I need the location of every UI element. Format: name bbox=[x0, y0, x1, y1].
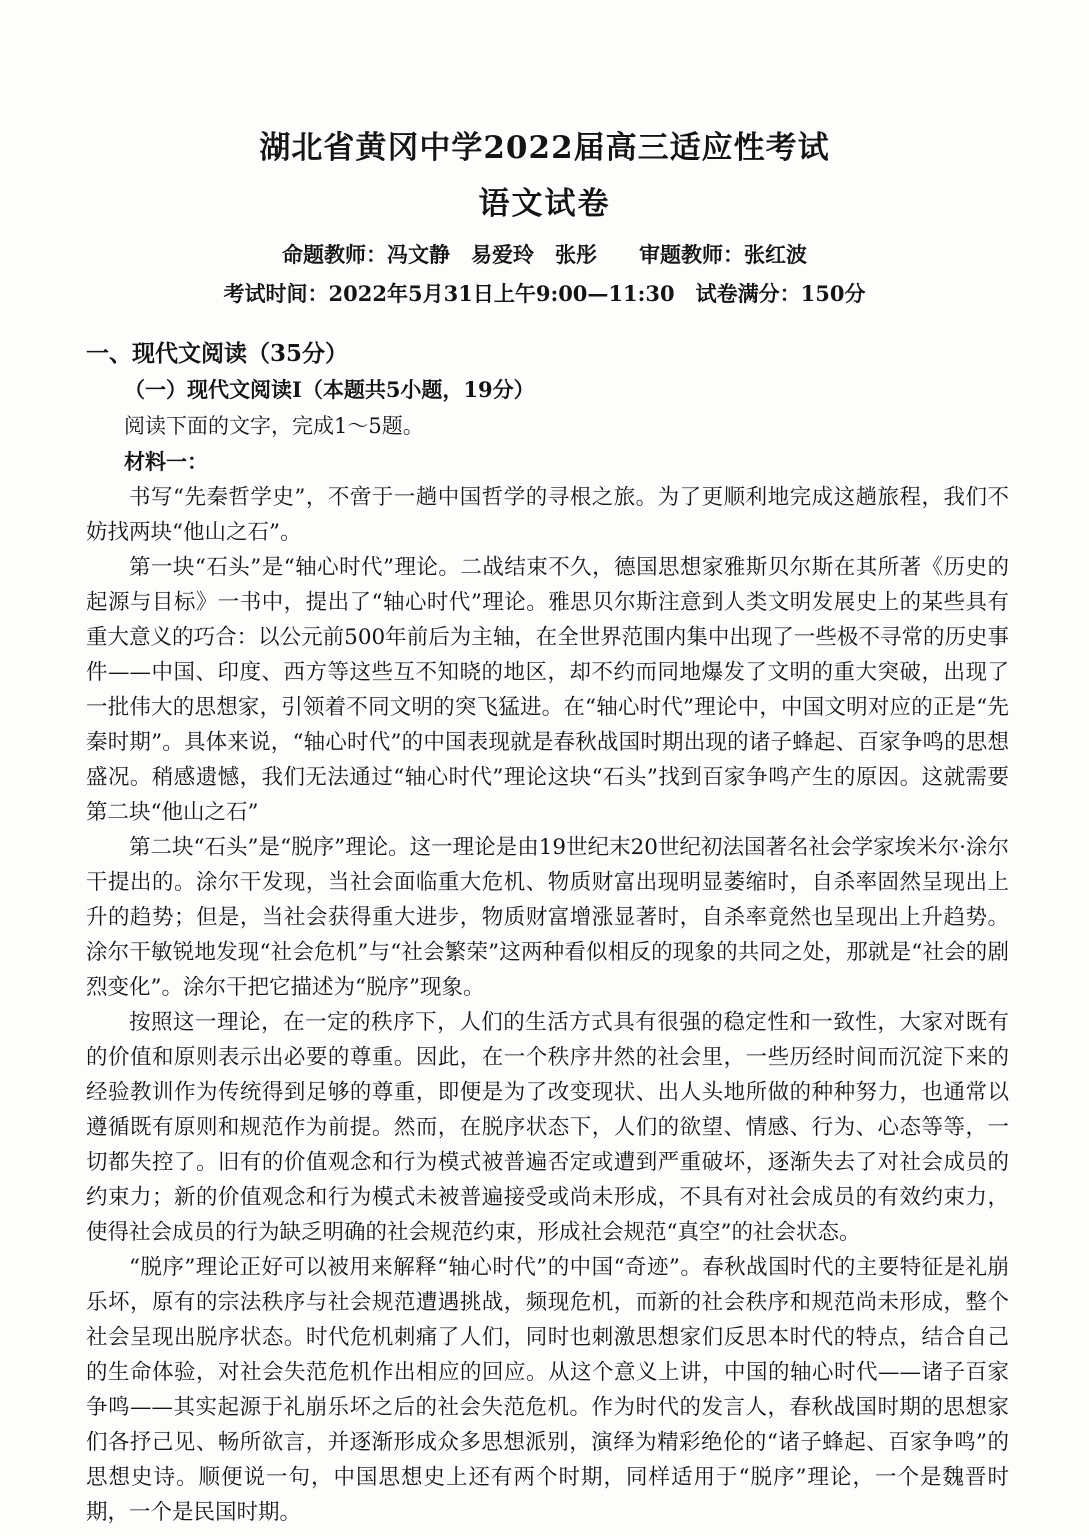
page-subtitle: 语文试卷 bbox=[478, 186, 611, 222]
material-paragraph-5: “脱序”理论正好可以被用来解释“轴心时代”的中国“奇迹”。春秋战国时代的主要特征是礼崩乐坏，原有的宗法秩序与社会规范遭遇挑战，频现危机，而新的社会秩序和规范尚未形成，整个社会呈现出脱序状态。时代危机刺痛了人们，同时也刺激思想家们反思本时代的特点，结合自己的生命体验，对社会失范危机作出相应的回应。从这个意义上讲，中国的轴心时代——诸子百家争鸣——其实起源于礼崩乐坏之后的社会失范危机。作为时代的发言人，春秋战国时期的思想家们各抒己见、畅所欲言，并逐渐形成众多思想派别，演绎为精彩绝伦的“诸子蜂起、百家争鸣”的思想史诗。顺便说一句，中国思想史上还有两个时期，同样适用于“脱序”理论，一个是魏晋时期，一个是民国时期。 bbox=[86, 1255, 1009, 1525]
page-title: 湖北省黄冈中学2022届高三适应性考试 bbox=[259, 130, 830, 166]
section-heading: 一、现代文阅读（35分） bbox=[86, 340, 349, 367]
exam-body bbox=[86, 335, 1009, 1530]
exam-info-line: 考试时间：2022年5月31日上午9:00—11:30 试卷满分：150分 bbox=[223, 281, 866, 306]
material-paragraph-4: 按照这一理论，在一定的秩序下，人们的生活方式具有很强的稳定性和一致性，大家对既有的价值和原则表示出必要的尊重。因此，在一个秩序井然的社会里，一些历经时间而沉淀下来的经验教训作为传统得到足够的尊重，即便是为了改变现状、出人头地所做的种种努力，也通常以遵循既有原则和规范作为前提。然而，在脱序状态下，人们的欲望、情感、行为、心态等等，一切都失控了。旧有的价值观念和行为模式被普遍否定或遭到严重破坏，逐渐失去了对社会成员的约束力；新的价值观念和行为模式未被普遍接受或尚未形成，不具有对社会成员的有效约束力，使得社会成员的行为缺乏明确的社会规范约束，形成社会规范“真空”的社会状态。 bbox=[86, 1010, 1009, 1245]
material-paragraph-3: 第二块“石头”是“脱序”理论。这一理论是由19世纪末20世纪初法国著名社会学家埃米尔·涂尔干提出的。涂尔干发现，当社会面临重大危机、物质财富出现明显萎缩时，自杀率固然呈现出上升的趋势；但是，当社会获得重大进步，物质财富增涨显著时，自杀率竟然也呈现出上升趋势。涂尔干敏锐地发现“社会危机”与“社会繁荣”这两种看似相反的现象的共同之处，那就是“社会的剧烈变化”。涂尔干把它描述为“脱序”现象。 bbox=[86, 835, 1009, 1000]
instruction-line: 阅读下面的文字，完成1～5题。 bbox=[124, 414, 424, 438]
exam-header bbox=[0, 0, 1089, 309]
material-paragraph-1: 书写“先秦哲学史”，不啻于一趟中国哲学的寻根之旅。为了更顺利地完成这趟旅程，我们不妨找两块“他山之石”。 bbox=[86, 485, 1009, 545]
material-one-label: 材料一： bbox=[124, 449, 208, 474]
material-paragraph-2: 第一块“石头”是“轴心时代”理论。二战结束不久，德国思想家雅斯贝尔斯在其所著《历史的起源与目标》一书中，提出了“轴心时代”理论。雅思贝尔斯注意到人类文明发展史上的某些具有重大意义的巧合：以公元前500年前后为主轴，在全世界范围内集中出现了一些极不寻常的历史事件——中国、印度、西方等这些互不知晓的地区，却不约而同地爆发了文明的重大突破，出现了一批伟大的思想家，引领着不同文明的突飞猛进。在“轴心时代”理论中，中国文明对应的正是“先秦时期”。具体来说，“轴心时代”的中国表现就是春秋战国时期出现的诸子蜂起、百家争鸣的思想盛况。稍感遗憾，我们无法通过“轴心时代”理论这块“石头”找到百家争鸣产生的原因。这就需要第二块“他山之石” bbox=[86, 555, 1009, 825]
authors-line: 命题教师：冯文静 易爱玲 张彤 审题教师：张红波 bbox=[282, 242, 807, 267]
subsection-heading: （一）现代文阅读Ⅰ（本题共5小题，19分） bbox=[124, 377, 535, 402]
